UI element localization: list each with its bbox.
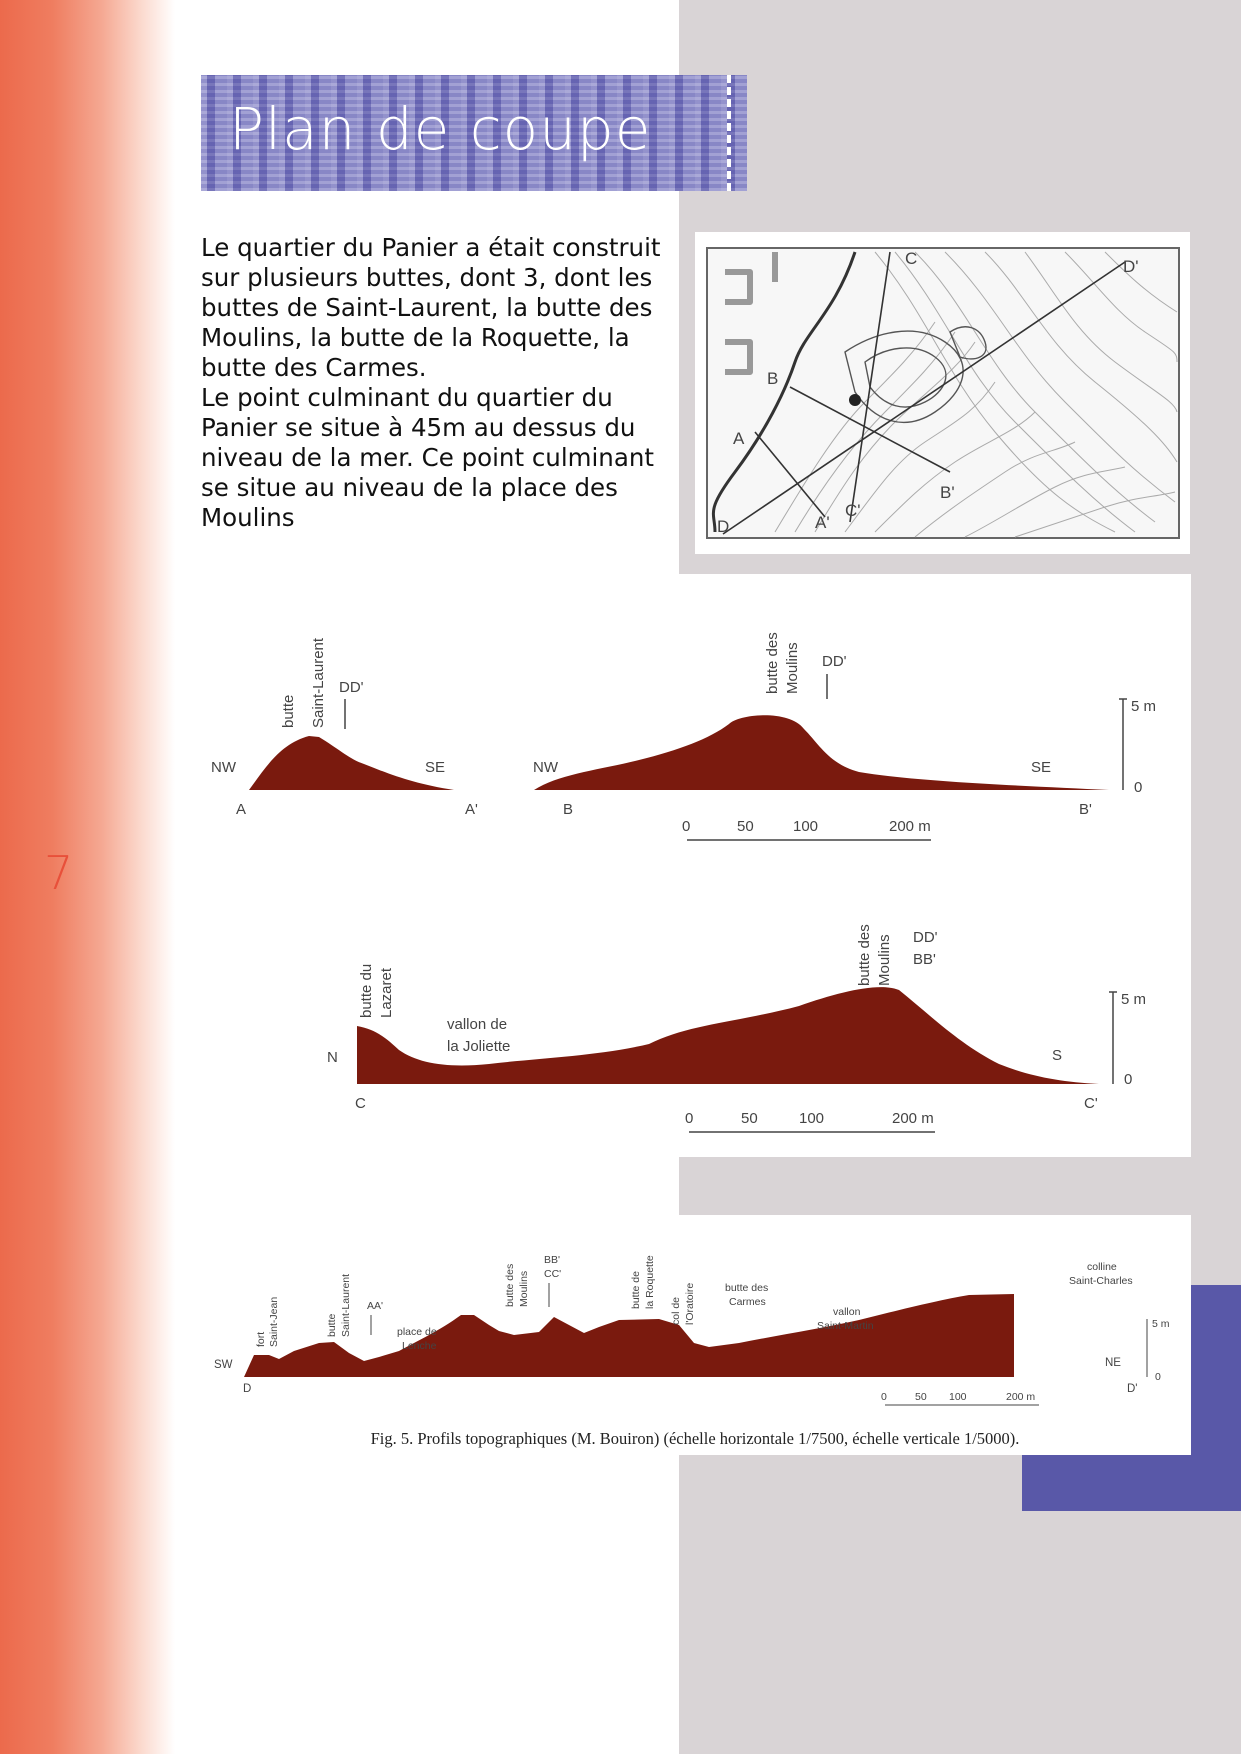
profile-cc-hill-label: butte des xyxy=(856,924,873,986)
profile-dd-shape xyxy=(244,1294,1014,1377)
profile-bb-start: B xyxy=(563,801,574,818)
intro-text xyxy=(201,233,671,533)
profile-cc-scale-50: 50 xyxy=(741,1110,758,1127)
profile-dd-ne: NE xyxy=(1105,1357,1121,1369)
map-label-b: B xyxy=(767,369,779,388)
page-title: Plan de coupe xyxy=(229,95,652,163)
profile-cc-scale-0: 0 xyxy=(685,1110,694,1127)
profile-ab-shape xyxy=(249,736,454,790)
profiles-drawing xyxy=(199,574,1191,1157)
profile-bb-dd: DD' xyxy=(822,653,847,670)
dd-roquette-label: butte de xyxy=(630,1271,642,1309)
dd-stlaurent-label: butte xyxy=(326,1313,338,1337)
profile-dd-start: D xyxy=(243,1383,252,1395)
profile-cc-vscale-top: 5 m xyxy=(1121,991,1147,1008)
profile-dd-scale-50: 50 xyxy=(915,1391,927,1403)
profile-ab-start: A xyxy=(236,801,247,818)
left-gradient-band xyxy=(0,0,175,1754)
dd-roquette-label2: la Roquette xyxy=(644,1255,656,1309)
dd-stmartin-label: vallon xyxy=(833,1306,861,1318)
intro-paragraph-2: Le point culminant du quartier du Panier se situe à 45m au dessus du niveau de la mer. Ce point culminant se situe au niveau de la place des Moulins xyxy=(201,383,654,532)
profile-cc-scale-100: 100 xyxy=(799,1110,825,1127)
profile-cc-vscale-bottom: 0 xyxy=(1124,1071,1133,1088)
dd-bb-label: BB' xyxy=(544,1254,561,1266)
profile-cc-scale-200: 200 m xyxy=(892,1110,934,1127)
map-label-d2: D' xyxy=(1123,257,1139,276)
profile-bb-shape xyxy=(534,715,1109,790)
dd-lenche-label: place de xyxy=(397,1326,437,1338)
map-drawing xyxy=(695,232,1190,554)
profile-dd-scale-100: 100 xyxy=(949,1391,967,1403)
dd-moulins-label: butte des xyxy=(504,1263,516,1307)
dd-charles-label: colline xyxy=(1087,1261,1117,1273)
profile-dd-scale-0: 0 xyxy=(881,1391,887,1403)
profile-bb-hill-label2: Moulins xyxy=(784,642,801,694)
dd-fort-label2: Saint-Jean xyxy=(268,1296,280,1347)
dd-stlaurent-label2: Saint-Laurent xyxy=(340,1273,352,1337)
map-label-c: C xyxy=(905,249,918,268)
dd-oratoire-label: col de xyxy=(670,1296,682,1325)
profile-dd-scale-200: 200 m xyxy=(1006,1391,1036,1403)
profile-cc-end: C' xyxy=(1084,1095,1098,1112)
profile-cc-hill-label2: Moulins xyxy=(876,934,893,986)
profile-cc-start: C xyxy=(355,1095,366,1112)
profile-bb-se: SE xyxy=(1031,759,1052,776)
profile-cc-n: N xyxy=(327,1049,338,1066)
profile-ab-dd: DD' xyxy=(339,679,364,696)
profile-bb-scale-200: 200 m xyxy=(889,818,931,835)
profile-cc-bb: BB' xyxy=(913,951,936,968)
figure-5-panel xyxy=(199,1215,1191,1455)
profiles-panel xyxy=(199,574,1191,1157)
profile-dd-drawing xyxy=(199,1215,1191,1425)
profile-bb-scale-0: 0 xyxy=(682,818,691,835)
profile-cc-lazaret-label2: Lazaret xyxy=(378,967,395,1018)
profile-cc-dd: DD' xyxy=(913,929,938,946)
profile-ab-se: SE xyxy=(425,759,446,776)
dd-lenche-label2: Lenche xyxy=(402,1340,437,1352)
intro-paragraph-1: Le quartier du Panier a était construit sur plusieurs buttes, dont 3, dont les buttes de Saint-Laurent, la butte des Moulins, la butte de la Roquette, la butte des Carmes. xyxy=(201,233,661,382)
profile-dd-sw: SW xyxy=(214,1359,233,1371)
figure-caption: Fig. 5. Profils topographiques (M. Bouiron) (échelle horizontale 1/7500, échelle verticale 1/5000). xyxy=(370,1429,1020,1448)
dd-aa-label: AA' xyxy=(367,1300,384,1312)
dd-charles-label2: Saint-Charles xyxy=(1069,1275,1133,1287)
profile-bb-end: B' xyxy=(1079,801,1092,818)
title-banner xyxy=(201,75,747,191)
profile-cc-shape xyxy=(357,987,1099,1084)
profile-cc-vallon-label: vallon de xyxy=(447,1016,508,1033)
dd-oratoire-label2: l'Oratoire xyxy=(684,1282,696,1325)
profile-ab-hill-label2: Saint-Laurent xyxy=(310,637,327,728)
topographic-map xyxy=(695,232,1190,554)
profile-cc-s: S xyxy=(1052,1047,1063,1064)
profile-ab-nw: NW xyxy=(211,759,236,776)
profile-dd-vscale-top: 5 m xyxy=(1152,1318,1170,1330)
map-label-c2: C' xyxy=(845,501,861,520)
profile-dd-end: D' xyxy=(1127,1383,1138,1395)
page-number: 7 xyxy=(44,846,74,900)
map-label-d: D xyxy=(717,517,730,536)
banner-dashed-line xyxy=(727,75,731,191)
dd-cc-label: CC' xyxy=(544,1268,562,1280)
dd-stmartin-label2: Saint-Martin xyxy=(817,1320,874,1332)
profile-bb-scale-100: 100 xyxy=(793,818,819,835)
map-label-b2: B' xyxy=(940,483,955,502)
dd-carmes-label2: Carmes xyxy=(729,1296,766,1308)
map-label-a2: A' xyxy=(815,513,830,532)
dd-carmes-label: butte des xyxy=(725,1282,769,1294)
profile-bb-scale-50: 50 xyxy=(737,818,754,835)
profile-cc-vallon-label2: la Joliette xyxy=(447,1038,511,1055)
profile-cc-lazaret-label: butte du xyxy=(358,963,375,1018)
dd-moulins-label2: Moulins xyxy=(518,1270,530,1307)
map-label-a: A xyxy=(733,429,745,448)
profile-ab-hill-label: butte xyxy=(280,694,297,728)
profile-dd-vscale-bottom: 0 xyxy=(1155,1371,1161,1383)
profile-bb-nw: NW xyxy=(533,759,558,776)
profile-bb-hill-label: butte des xyxy=(764,632,781,694)
profile-ab-end: A' xyxy=(465,801,478,818)
profile-bb-vscale-top: 5 m xyxy=(1131,698,1157,715)
dd-fort-label: fort xyxy=(255,1331,267,1347)
profile-bb-vscale-bottom: 0 xyxy=(1134,779,1143,796)
